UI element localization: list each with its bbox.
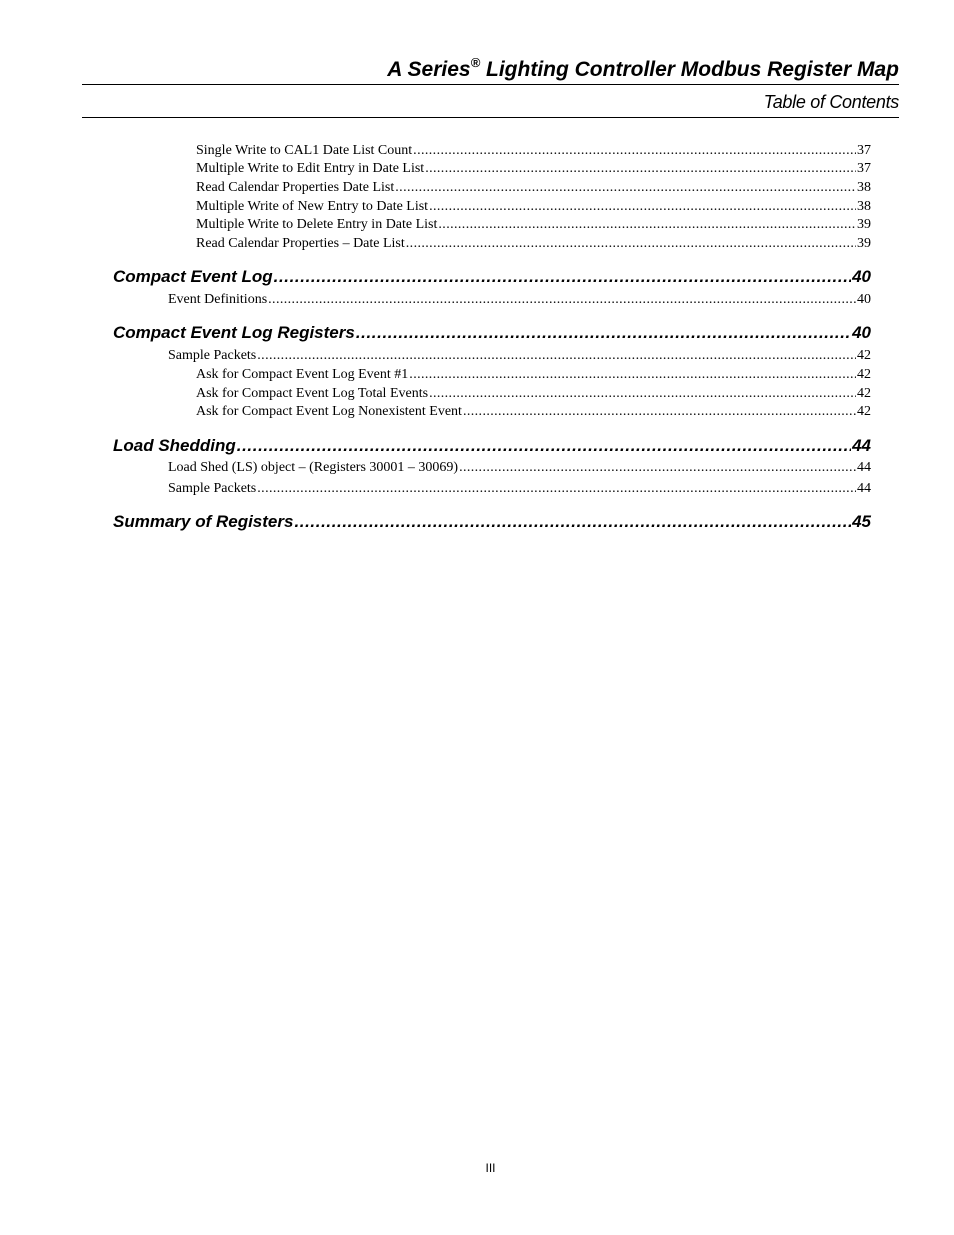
toc-entry[interactable] xyxy=(113,511,871,533)
toc-entry-title: Compact Event Log xyxy=(113,267,273,286)
toc-entry-title: Multiple Write of New Entry to Date List xyxy=(196,199,429,214)
toc-entry-title: Sample Packets xyxy=(168,348,257,363)
toc-entry-title: Single Write to CAL1 Date List Count xyxy=(196,143,413,158)
toc-entry[interactable] xyxy=(196,179,871,197)
toc-entry-page: 37 xyxy=(857,143,871,158)
document-title-series: A Series xyxy=(387,58,471,81)
toc-entry-title: Read Calendar Properties – Date List xyxy=(196,236,405,251)
dot-leader xyxy=(413,142,856,160)
toc-entry-page: 40 xyxy=(857,292,871,307)
section-title: Table of Contents xyxy=(763,92,899,112)
toc-entry-page: 38 xyxy=(857,199,871,214)
document-title xyxy=(387,57,899,83)
dot-leader xyxy=(425,160,856,178)
toc-entry-page: 39 xyxy=(857,217,871,232)
toc-entry-page: 39 xyxy=(857,236,871,251)
toc-entry[interactable] xyxy=(168,459,871,477)
toc-entry[interactable] xyxy=(168,347,871,365)
page-number: III xyxy=(485,1161,496,1175)
toc-entry[interactable] xyxy=(196,385,871,403)
toc-entry[interactable] xyxy=(196,235,871,253)
dot-leader xyxy=(459,459,856,477)
toc-entry-page: 45 xyxy=(852,512,871,531)
dot-leader xyxy=(257,480,856,498)
toc-entry[interactable] xyxy=(168,291,871,309)
toc-entry-title: Ask for Compact Event Log Total Events xyxy=(196,386,429,401)
dot-leader xyxy=(274,266,851,288)
toc-entry-title: Event Definitions xyxy=(168,292,268,307)
toc-entry-page: 44 xyxy=(857,481,871,496)
toc-entry-page: 42 xyxy=(857,404,871,419)
toc-entry[interactable] xyxy=(196,216,871,234)
toc-entry-page: 40 xyxy=(852,323,871,342)
dot-leader xyxy=(463,403,856,421)
toc-entry-title: Load Shedding xyxy=(113,436,236,455)
toc-entry-page: 38 xyxy=(857,180,871,195)
dot-leader xyxy=(438,216,856,234)
toc-entry[interactable] xyxy=(113,266,871,288)
toc-entry-title: Multiple Write to Edit Entry in Date List xyxy=(196,161,425,176)
dot-leader xyxy=(237,435,851,457)
dot-leader xyxy=(268,291,856,309)
toc-entry[interactable] xyxy=(196,198,871,216)
toc-entry-title: Multiple Write to Delete Entry in Date List xyxy=(196,217,438,232)
toc-entry[interactable] xyxy=(113,435,871,457)
registered-mark: ® xyxy=(470,55,481,70)
dot-leader xyxy=(429,198,856,216)
header-rule-top xyxy=(82,84,899,85)
dot-leader xyxy=(409,366,856,384)
toc-entry-title: Compact Event Log Registers xyxy=(113,323,355,342)
toc-entry[interactable] xyxy=(196,403,871,421)
toc-entry-title: Load Shed (LS) object – (Registers 30001 – 30069) xyxy=(168,460,459,475)
toc-entry-title: Sample Packets xyxy=(168,481,257,496)
dot-leader xyxy=(406,235,856,253)
toc-entry-page: 37 xyxy=(857,161,871,176)
toc-entry[interactable] xyxy=(196,366,871,384)
dot-leader xyxy=(395,179,856,197)
dot-leader xyxy=(429,385,856,403)
toc-entry[interactable] xyxy=(168,480,871,498)
dot-leader xyxy=(356,322,851,344)
toc-entry-page: 44 xyxy=(852,436,871,455)
toc-entry-title: Read Calendar Properties Date List xyxy=(196,180,395,195)
toc-entry-page: 42 xyxy=(857,348,871,363)
toc-entry-page: 42 xyxy=(857,386,871,401)
dot-leader xyxy=(294,511,851,533)
toc-entry-title: Summary of Registers xyxy=(113,512,294,531)
toc-entry-page: 44 xyxy=(857,460,871,475)
toc-entry[interactable] xyxy=(196,142,871,160)
toc-entry[interactable] xyxy=(113,322,871,344)
header-rule-bottom xyxy=(82,117,899,118)
toc-entry[interactable] xyxy=(196,160,871,178)
toc-entry-page: 42 xyxy=(857,367,871,382)
toc-entry-page: 40 xyxy=(852,267,871,286)
dot-leader xyxy=(257,347,856,365)
document-title-rest: Lighting Controller Modbus Register Map xyxy=(480,58,899,81)
toc-entry-title: Ask for Compact Event Log Event #1 xyxy=(196,367,409,382)
toc-entry-title: Ask for Compact Event Log Nonexistent Event xyxy=(196,404,462,419)
